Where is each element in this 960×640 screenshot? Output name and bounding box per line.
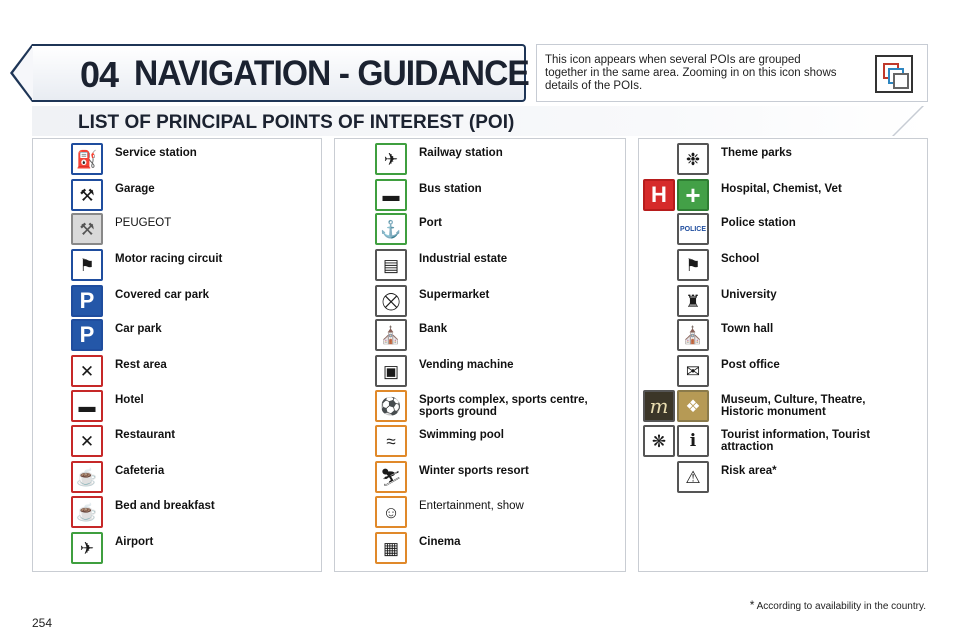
list-item-label: University — [721, 289, 777, 301]
list-item-label: Entertainment, show — [419, 500, 524, 512]
hospital-icon: H — [643, 179, 675, 211]
list-item-label: Airport — [115, 536, 154, 548]
grouped-poi-icon — [875, 55, 913, 93]
peugeot-service-icon: ⚒ — [71, 213, 103, 245]
list-item-label: Hotel — [115, 394, 144, 406]
parking-icon: P — [71, 319, 103, 351]
grouped-poi-info-box — [536, 44, 928, 102]
list-item — [643, 179, 919, 213]
list-item-label: Winter sports resort — [419, 465, 529, 477]
rest-area-icon: ✕ — [71, 355, 103, 387]
list-item — [375, 285, 615, 319]
list-item-label: PEUGEOT — [115, 217, 172, 229]
list-item — [71, 532, 311, 566]
list-item — [375, 461, 615, 495]
poi-column-1 — [32, 138, 322, 572]
wrench-icon: ⚒ — [71, 179, 103, 211]
list-item — [375, 249, 615, 283]
list-item — [677, 249, 917, 283]
list-item-label: Service station — [115, 147, 197, 159]
culture-icon: m — [643, 390, 675, 422]
grouped-poi-info-text: This icon appears when several POIs are grouped together in the same area. Zooming in on this icon shows details of the POIs. — [545, 54, 837, 92]
skier-icon: ⛷ — [375, 461, 407, 493]
school-children-icon: ⚑ — [677, 249, 709, 281]
chapter-title: NAVIGATION - GUIDANCE — [134, 54, 529, 93]
list-item-label: Supermarket — [419, 289, 490, 301]
tourist-attraction-icon: ❋ — [643, 425, 675, 457]
train-icon: ✈ — [375, 143, 407, 175]
list-item — [375, 143, 615, 177]
poi-column-2 — [334, 138, 626, 572]
cash-machine-icon: ▣ — [375, 355, 407, 387]
list-item — [375, 425, 615, 459]
bed-icon: ▬ — [71, 390, 103, 422]
list-item — [375, 319, 615, 353]
list-item-label: Cinema — [419, 536, 461, 548]
list-item — [375, 179, 615, 213]
list-item — [677, 355, 917, 389]
footnote — [750, 598, 926, 612]
swimmer-icon: ≈ — [375, 425, 407, 457]
list-item — [375, 355, 615, 389]
list-item-label: Sports complex, sports centre, sports ground — [419, 394, 588, 418]
town-hall-icon: ⛪ — [677, 319, 709, 351]
list-item-label: Car park — [115, 323, 162, 335]
list-item-label: Cafeteria — [115, 465, 165, 477]
list-item — [643, 390, 919, 424]
list-item-label: Bed and breakfast — [115, 500, 215, 512]
page-number: 254 — [32, 616, 53, 630]
list-item-label: Industrial estate — [419, 253, 508, 265]
list-item — [375, 496, 615, 530]
list-item-label: Risk area* — [721, 465, 777, 477]
list-item-label: Town hall — [721, 323, 774, 335]
shopping-cart-icon: ⛒ — [375, 285, 407, 317]
list-item — [71, 249, 311, 283]
hospital-cross-icon: + — [677, 179, 709, 211]
list-item — [71, 390, 311, 424]
list-item-label: Rest area — [115, 359, 167, 371]
list-item-label: Port — [419, 217, 442, 229]
list-item — [71, 319, 311, 353]
list-item-label: Swimming pool — [419, 429, 504, 441]
bank-icon: ⛪ — [375, 319, 407, 351]
ship-icon: ⚓ — [375, 213, 407, 245]
list-item-label: Theme parks — [721, 147, 792, 159]
graduate-icon: ♜ — [677, 285, 709, 317]
list-item-label: Restaurant — [115, 429, 176, 441]
theatre-masks-icon: ☺ — [375, 496, 407, 528]
film-icon: ▦ — [375, 532, 407, 564]
footnote-text: According to availability in the country. — [756, 601, 926, 612]
list-item-label: Covered car park — [115, 289, 209, 301]
police-icon: POLICE — [677, 213, 709, 245]
list-item — [71, 213, 311, 247]
bed-breakfast-icon: ☕ — [71, 496, 103, 528]
list-item — [71, 143, 311, 177]
fuel-pump-icon: ⛽ — [71, 143, 103, 175]
list-item — [375, 390, 615, 424]
factory-icon: ▤ — [375, 249, 407, 281]
section-title: LIST OF PRINCIPAL POINTS OF INTEREST (POI) — [78, 112, 515, 133]
list-item-label: Bank — [419, 323, 448, 335]
racing-circuit-icon: ⚑ — [71, 249, 103, 281]
list-item — [71, 355, 311, 389]
footnote-star: * — [749, 598, 755, 612]
list-item — [375, 532, 615, 566]
list-item-label: Post office — [721, 359, 780, 371]
museum-icon: ❖ — [677, 390, 709, 422]
warning-icon: ⚠ — [677, 461, 709, 493]
list-item-label: Bus station — [419, 183, 482, 195]
airplane-icon: ✈ — [71, 532, 103, 564]
coffee-cup-icon: ☕ — [71, 461, 103, 493]
bus-icon: ▬ — [375, 179, 407, 211]
envelope-icon: ✉ — [677, 355, 709, 387]
list-item — [677, 319, 917, 353]
list-item — [677, 213, 917, 247]
list-item-label: Vending machine — [419, 359, 514, 371]
list-item-label: Tourist information, Tourist attraction — [721, 429, 871, 453]
list-item — [71, 179, 311, 213]
sport-icon: ⚽ — [375, 390, 407, 422]
info-icon: i — [677, 425, 709, 457]
list-item-label: Police station — [721, 217, 796, 229]
list-item-label: Museum, Culture, Theatre, Historic monument — [721, 394, 866, 418]
list-item — [677, 143, 917, 177]
ferris-wheel-icon: ❉ — [677, 143, 709, 175]
list-item-label: Hospital, Chemist, Vet — [721, 183, 842, 195]
list-item — [375, 213, 615, 247]
list-item — [677, 461, 917, 495]
list-item — [71, 461, 311, 495]
list-item — [71, 425, 311, 459]
chapter-number: 04 — [80, 54, 119, 95]
cutlery-icon: ✕ — [71, 425, 103, 457]
list-item-label: Garage — [115, 183, 155, 195]
list-item — [71, 285, 311, 319]
list-item — [643, 425, 919, 459]
list-item — [71, 496, 311, 530]
list-item-label: School — [721, 253, 760, 265]
list-item-label: Railway station — [419, 147, 503, 159]
poi-column-3 — [638, 138, 928, 572]
covered-parking-icon: P — [71, 285, 103, 317]
list-item — [677, 285, 917, 319]
list-item-label: Motor racing circuit — [115, 253, 223, 265]
